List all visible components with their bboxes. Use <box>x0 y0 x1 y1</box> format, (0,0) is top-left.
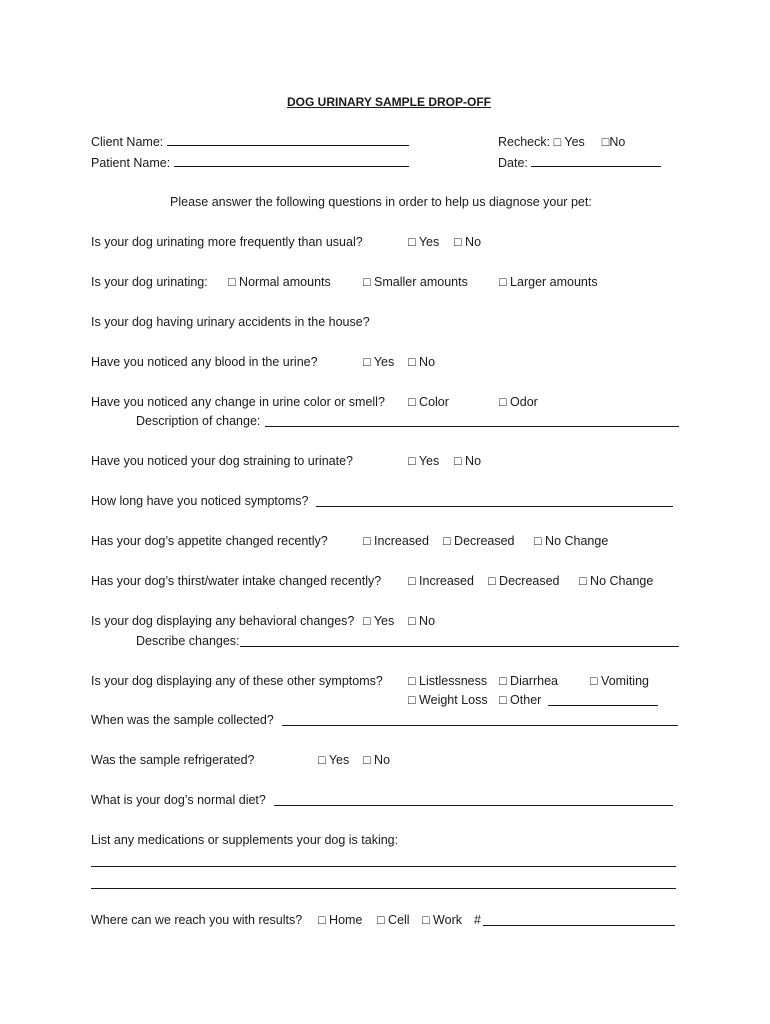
q-amount-smaller[interactable] <box>363 274 468 290</box>
option-label: Vomiting <box>601 674 649 688</box>
recheck-label: Recheck: <box>498 135 551 149</box>
q-reach-home[interactable] <box>318 912 362 928</box>
option-label: Larger amounts <box>510 275 598 289</box>
q-behavior-no[interactable] <box>408 613 435 629</box>
option-label: Yes <box>373 355 395 369</box>
option-label: Decreased <box>499 574 560 588</box>
checkbox[interactable]: □ <box>318 913 326 927</box>
option-label: Other <box>510 693 542 707</box>
q-behavior-yes[interactable] <box>363 613 394 629</box>
date-label: Date: <box>498 156 528 170</box>
q-other-vomiting[interactable] <box>590 673 649 689</box>
q-frequent-label: Is your dog urinating more frequently than usual? <box>91 235 363 249</box>
q-accidents-label: Is your dog having urinary accidents in the house? <box>91 315 370 329</box>
checkbox[interactable]: □ <box>363 275 371 289</box>
checkbox[interactable]: □ <box>422 913 430 927</box>
option-label: Yes <box>328 753 350 767</box>
client-name-field[interactable] <box>167 134 409 146</box>
checkbox[interactable]: □ <box>363 614 371 628</box>
q-collected-field[interactable] <box>282 725 678 726</box>
q-thirst-decreased[interactable] <box>488 573 560 589</box>
q-amount-larger[interactable] <box>499 274 598 290</box>
q-duration-field[interactable] <box>316 506 673 507</box>
q-blood-no[interactable] <box>408 354 435 370</box>
q-other-diarrhea[interactable] <box>499 673 558 689</box>
option-label: Decreased <box>454 534 515 548</box>
checkbox[interactable]: □ <box>408 395 416 409</box>
q-collected-label: When was the sample collected? <box>91 713 274 727</box>
patient-name-row <box>91 155 409 171</box>
q-color-odor[interactable] <box>499 394 538 410</box>
q-other-weightloss[interactable] <box>408 692 488 708</box>
q-thirst-label: Has your dog’s thirst/water intake changed recently? <box>91 574 382 588</box>
option-label: Yes <box>418 235 440 249</box>
q-color-label: Have you noticed any change in urine color or smell? <box>91 395 385 409</box>
option-label: Diarrhea <box>510 674 558 688</box>
q-reach-number-field[interactable] <box>483 925 675 926</box>
q-reach-number-sign: # <box>474 913 481 927</box>
option-label: Home <box>329 913 363 927</box>
checkbox[interactable]: □ <box>579 574 587 588</box>
q-appetite-increased[interactable] <box>363 533 429 549</box>
q-meds-field-line2[interactable] <box>91 888 676 889</box>
client-name-label: Client Name: <box>91 135 164 149</box>
checkbox[interactable]: □ <box>228 275 236 289</box>
q-color-description-label: Description of change: <box>136 414 261 428</box>
checkbox[interactable]: □ <box>408 574 416 588</box>
checkbox[interactable]: □ <box>408 674 416 688</box>
q-diet-label: What is your dog’s normal diet? <box>91 793 266 807</box>
date-field[interactable] <box>531 155 661 167</box>
q-other-other-field[interactable] <box>548 705 658 706</box>
q-thirst-nochange[interactable] <box>579 573 653 589</box>
q-frequent-no[interactable] <box>454 234 481 250</box>
q-straining-no[interactable] <box>454 453 481 469</box>
q-amount-normal[interactable] <box>228 274 331 290</box>
q-reach-label: Where can we reach you with results? <box>91 913 303 927</box>
checkbox[interactable]: □ <box>499 693 507 707</box>
q-refrigerated-yes[interactable] <box>318 752 349 768</box>
q-refrigerated-label: Was the sample refrigerated? <box>91 753 255 767</box>
q-other-other[interactable] <box>499 692 541 708</box>
checkbox[interactable]: □ <box>408 355 416 369</box>
option-label: Work <box>433 913 462 927</box>
checkbox[interactable]: □ <box>499 395 507 409</box>
checkbox[interactable]: □ <box>377 913 385 927</box>
q-straining-label: Have you noticed your dog straining to urinate? <box>91 454 353 468</box>
q-meds-field-line1[interactable] <box>91 866 676 867</box>
q-appetite-label: Has your dog’s appetite changed recently? <box>91 534 328 548</box>
option-label: Yes <box>373 614 395 628</box>
client-name-row <box>91 134 409 150</box>
checkbox[interactable]: □ <box>443 534 451 548</box>
checkbox[interactable]: □ <box>590 674 598 688</box>
option-label: Normal amounts <box>239 275 331 289</box>
recheck-yes-checkbox[interactable]: □ <box>553 135 562 149</box>
q-other-listlessness[interactable] <box>408 673 487 689</box>
form-title: DOG URINARY SAMPLE DROP-OFF <box>287 95 492 109</box>
q-thirst-increased[interactable] <box>408 573 474 589</box>
checkbox[interactable]: □ <box>488 574 496 588</box>
recheck-row <box>498 134 625 150</box>
patient-name-label: Patient Name: <box>91 156 171 170</box>
option-label: No <box>465 454 482 468</box>
q-reach-work[interactable] <box>422 912 462 928</box>
option-label: No <box>465 235 482 249</box>
checkbox[interactable]: □ <box>454 235 462 249</box>
checkbox[interactable]: □ <box>408 454 416 468</box>
q-refrigerated-no[interactable] <box>363 752 390 768</box>
checkbox[interactable]: □ <box>499 674 507 688</box>
checkbox[interactable]: □ <box>318 753 326 767</box>
checkbox[interactable]: □ <box>408 614 416 628</box>
q-appetite-decreased[interactable] <box>443 533 515 549</box>
q-behavior-describe-field[interactable] <box>240 646 679 647</box>
option-label: Listlessness <box>419 674 488 688</box>
q-frequent-yes[interactable] <box>408 234 439 250</box>
recheck-no-label: No <box>609 135 626 149</box>
option-label: Increased <box>374 534 429 548</box>
option-label: No <box>419 614 436 628</box>
q-diet-field[interactable] <box>274 805 673 806</box>
option-label: Weight Loss <box>419 693 488 707</box>
q-behavior-label: Is your dog displaying any behavioral changes? <box>91 614 355 628</box>
checkbox[interactable]: □ <box>363 355 371 369</box>
checkbox[interactable]: □ <box>363 753 371 767</box>
option-label: Increased <box>419 574 474 588</box>
option-label: Odor <box>510 395 538 409</box>
q-other-label: Is your dog displaying any of these other symptoms? <box>91 674 383 688</box>
recheck-yes-label: Yes <box>564 135 585 149</box>
option-label: Cell <box>388 913 410 927</box>
checkbox[interactable]: □ <box>454 454 462 468</box>
checkbox[interactable]: □ <box>534 534 542 548</box>
option-label: Yes <box>418 454 440 468</box>
q-color-description-field[interactable] <box>265 426 679 427</box>
date-row <box>498 155 661 171</box>
instructions: Please answer the following questions in order to help us diagnose your pet: <box>170 195 592 209</box>
checkbox[interactable]: □ <box>363 534 371 548</box>
q-reach-cell[interactable] <box>377 912 410 928</box>
option-label: Smaller amounts <box>374 275 468 289</box>
q-behavior-describe-label: Describe changes: <box>136 634 240 648</box>
q-duration-label: How long have you noticed symptoms? <box>91 494 309 508</box>
q-blood-label: Have you noticed any blood in the urine? <box>91 355 318 369</box>
q-meds-label: List any medications or supplements your dog is taking: <box>91 833 399 847</box>
q-amount-label: Is your dog urinating: <box>91 275 208 289</box>
checkbox[interactable]: □ <box>408 235 416 249</box>
option-label: No Change <box>545 534 609 548</box>
option-label: No <box>374 753 391 767</box>
option-label: No <box>419 355 436 369</box>
patient-name-field[interactable] <box>174 155 409 167</box>
q-color-color[interactable] <box>408 394 449 410</box>
q-blood-yes[interactable] <box>363 354 394 370</box>
option-label: No Change <box>590 574 654 588</box>
checkbox[interactable]: □ <box>499 275 507 289</box>
q-straining-yes[interactable] <box>408 453 439 469</box>
recheck-no-checkbox[interactable]: □ <box>601 135 610 149</box>
q-appetite-nochange[interactable] <box>534 533 608 549</box>
option-label: Color <box>419 395 449 409</box>
checkbox[interactable]: □ <box>408 693 416 707</box>
